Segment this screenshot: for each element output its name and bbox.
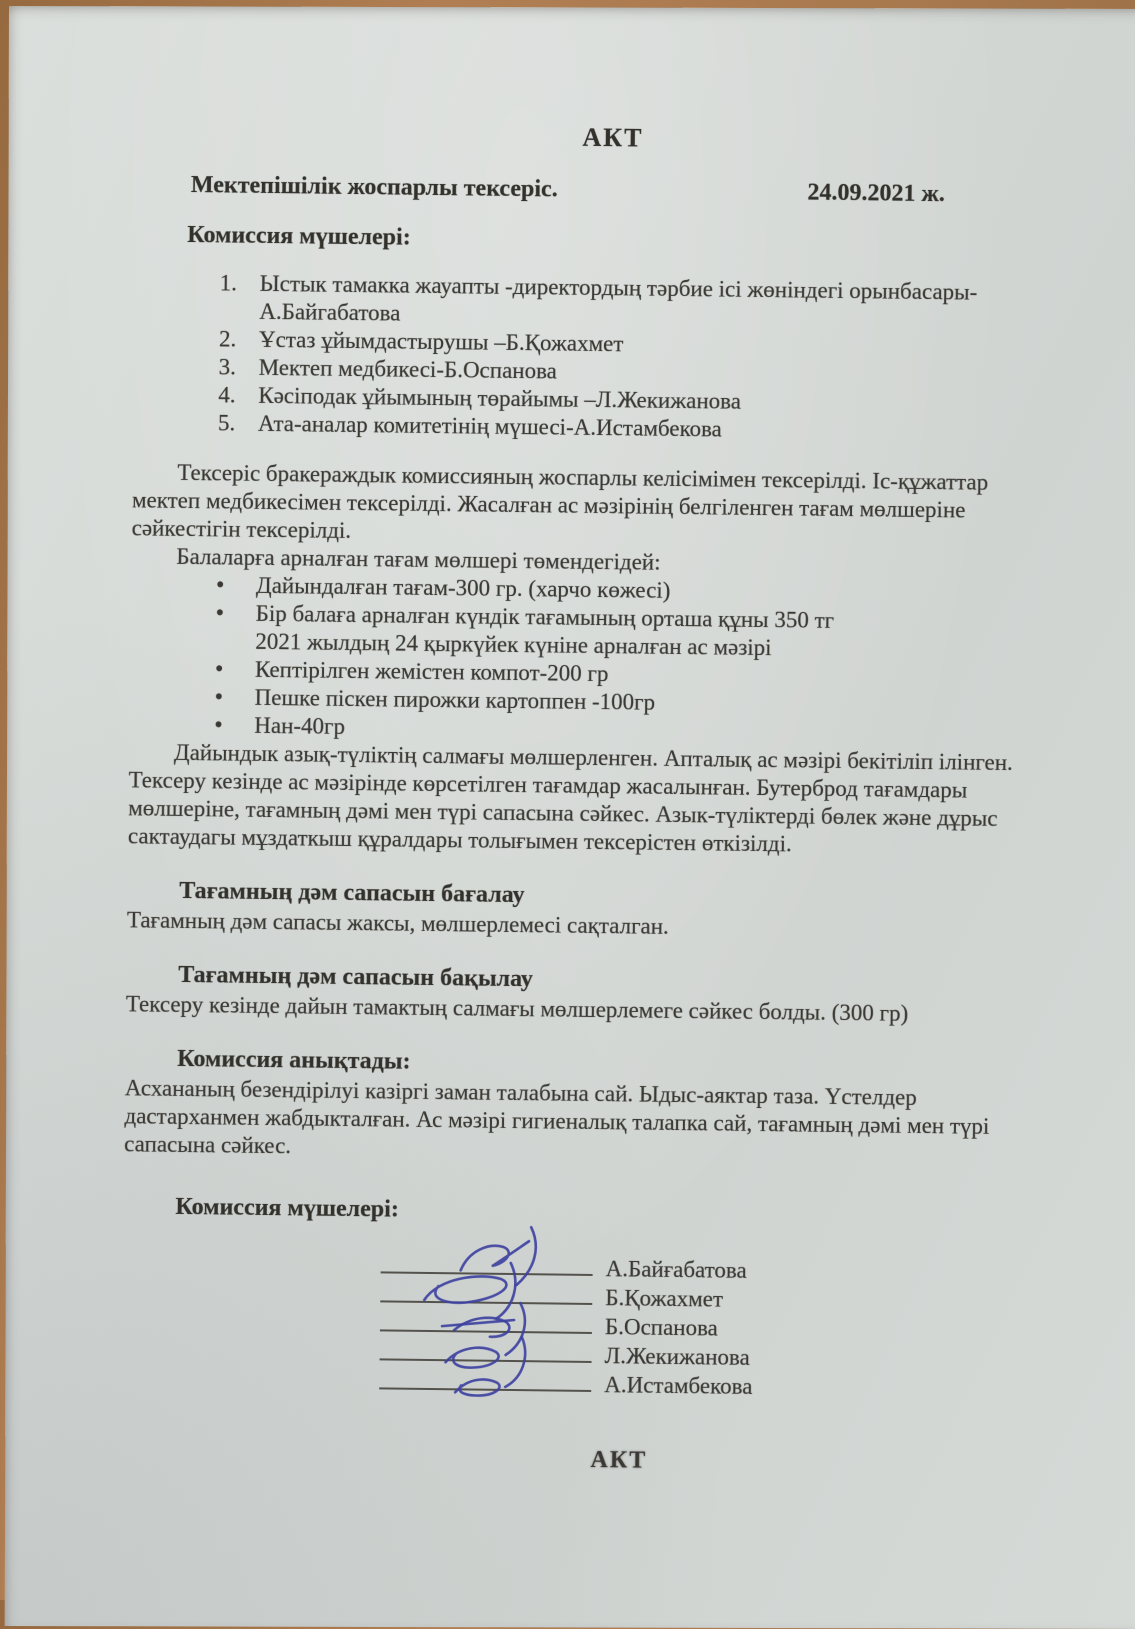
signature-line (380, 1307, 592, 1334)
section-taste-control (126, 960, 1032, 1029)
member-number: 3. (218, 354, 237, 380)
signature-line (379, 1365, 591, 1392)
ration-item: • Кептірілген жемістен компот-200 гр (215, 655, 1035, 693)
member-number: 4. (218, 382, 236, 408)
section-heading: Комиссия анықтады: (177, 1045, 411, 1075)
section-body: Тексеру кезінде дайын тамактың салмағы мөлшерлемеге сәйкес болды. (300 гр) (125, 991, 909, 1026)
section-heading: Тағамның дәм сапасын бағалау (179, 877, 525, 909)
signature-name: А.Байғабатова (605, 1256, 747, 1283)
ration-item: • Дайындалған тағам-300 гр. (харчо көжесі) (216, 571, 1036, 609)
signature-line (381, 1249, 593, 1276)
members-heading: Комиссия мүшелері: (187, 221, 411, 251)
bullet-icon (215, 599, 256, 655)
member-text: Ыстык тамакка жауапты -директордың тәрбие ісі жөніндегі орынбасары- А.Байгабатова (259, 270, 978, 326)
footer-title: АКТ (590, 1446, 648, 1474)
signature-name: Б.Қожахмет (605, 1285, 724, 1312)
section-body: Тағамның дәм сапасы жаксы, мөлшерлемесі сақталган. (126, 907, 669, 939)
document-content (119, 118, 1042, 1609)
member-text: Ұстаз ұйымдастырушы –Б.Қожахмет (258, 326, 624, 357)
ration-item-text: Бір балаға арналған күндік тағамының орташа құны 350 тг (255, 600, 835, 633)
signature-name: Б.Оспанова (604, 1314, 719, 1341)
bullet-icon (214, 683, 254, 711)
section-heading: Тағамның дәм сапасын бақылау (178, 961, 534, 993)
subject-row (136, 170, 1041, 209)
intro-paragraph: Тексеріс бракераждык комиссияның жоспарлы келісімімен тексерілді. Іс-құжаттар мектеп медбикесімен тексерілді. Жасалған ас мәзірінің белгіленген тағам мөлшеріне сәйкестігін тексерілді. (131, 459, 989, 543)
document-date: 24.09.2021 ж. (807, 179, 946, 208)
signature-line (380, 1336, 592, 1363)
ration-item: • Нан-40гр (214, 711, 1034, 749)
section-body: Асхананың безендірілуі казіргі заман талабына сай. Ыдыс-аяктар таза. Үстелдер дастарханмен жабдыкталған. Ас мәзірі гигиеналық талапка сай, тағамның дәмі мен түрі сапасына сәйкес. (124, 1075, 990, 1159)
ration-item: • Пешке піскен пирожки картоппен -100гр (214, 683, 1034, 721)
signature-block (379, 1249, 1028, 1402)
member-text: Мектеп медбикесі-Б.Оспанова (258, 354, 558, 384)
member-item (219, 269, 1040, 335)
member-number: 5. (217, 410, 236, 436)
document-title: АКТ (582, 122, 644, 153)
signature-name: А.Истамбекова (604, 1372, 753, 1399)
ration-item-subtext: 2021 жылдың 24 қыркүйек күніне арналған ас мәзірі (255, 628, 772, 661)
bullet-icon (215, 655, 255, 683)
signatures-heading: Комиссия мүшелері: (175, 1193, 399, 1223)
members-list (133, 268, 1040, 447)
member-text: Кәсіподак ұйымының төрайымы –Л.Жекижанова (258, 382, 742, 414)
ration-intro: Балаларға арналған тағам мөлшері төмендегідей: (176, 543, 661, 575)
section-taste-evaluation (127, 876, 1033, 945)
signature-name: Л.Жекижанова (604, 1343, 750, 1370)
section-commission-findings (124, 1044, 1030, 1169)
ration-list (129, 570, 1036, 749)
summary-paragraph: Дайындык азық-түліктің салмағы мөлшерленген. Апталық ас мәзірі бекітіліп ілінген. Тексеру кезінде ас мәзірінде көрсетілген тағамдар жасалынған. Бутерброд тағамдары мөлшеріне, тағамның дәмі мен түрі сапасына сәйкес. Азык-түліктерді бөлек және дұрыс сактаудагы мұздаткыш құралдары толығымен тексерістен өткізілді. (127, 739, 1013, 857)
bullet-icon (216, 571, 256, 599)
bullet-icon (214, 711, 254, 739)
member-number: 1. (219, 270, 238, 296)
member-text: Ата-аналар комитетінің мүшесі-А.Истамбекова (257, 410, 722, 442)
member-number: 2. (218, 326, 237, 352)
document-page (5, 6, 1135, 1629)
ration-item (215, 599, 1036, 665)
signature-line (380, 1278, 592, 1305)
document-subject: Мектепішілік жоспарлы тексеріс. (190, 171, 558, 203)
